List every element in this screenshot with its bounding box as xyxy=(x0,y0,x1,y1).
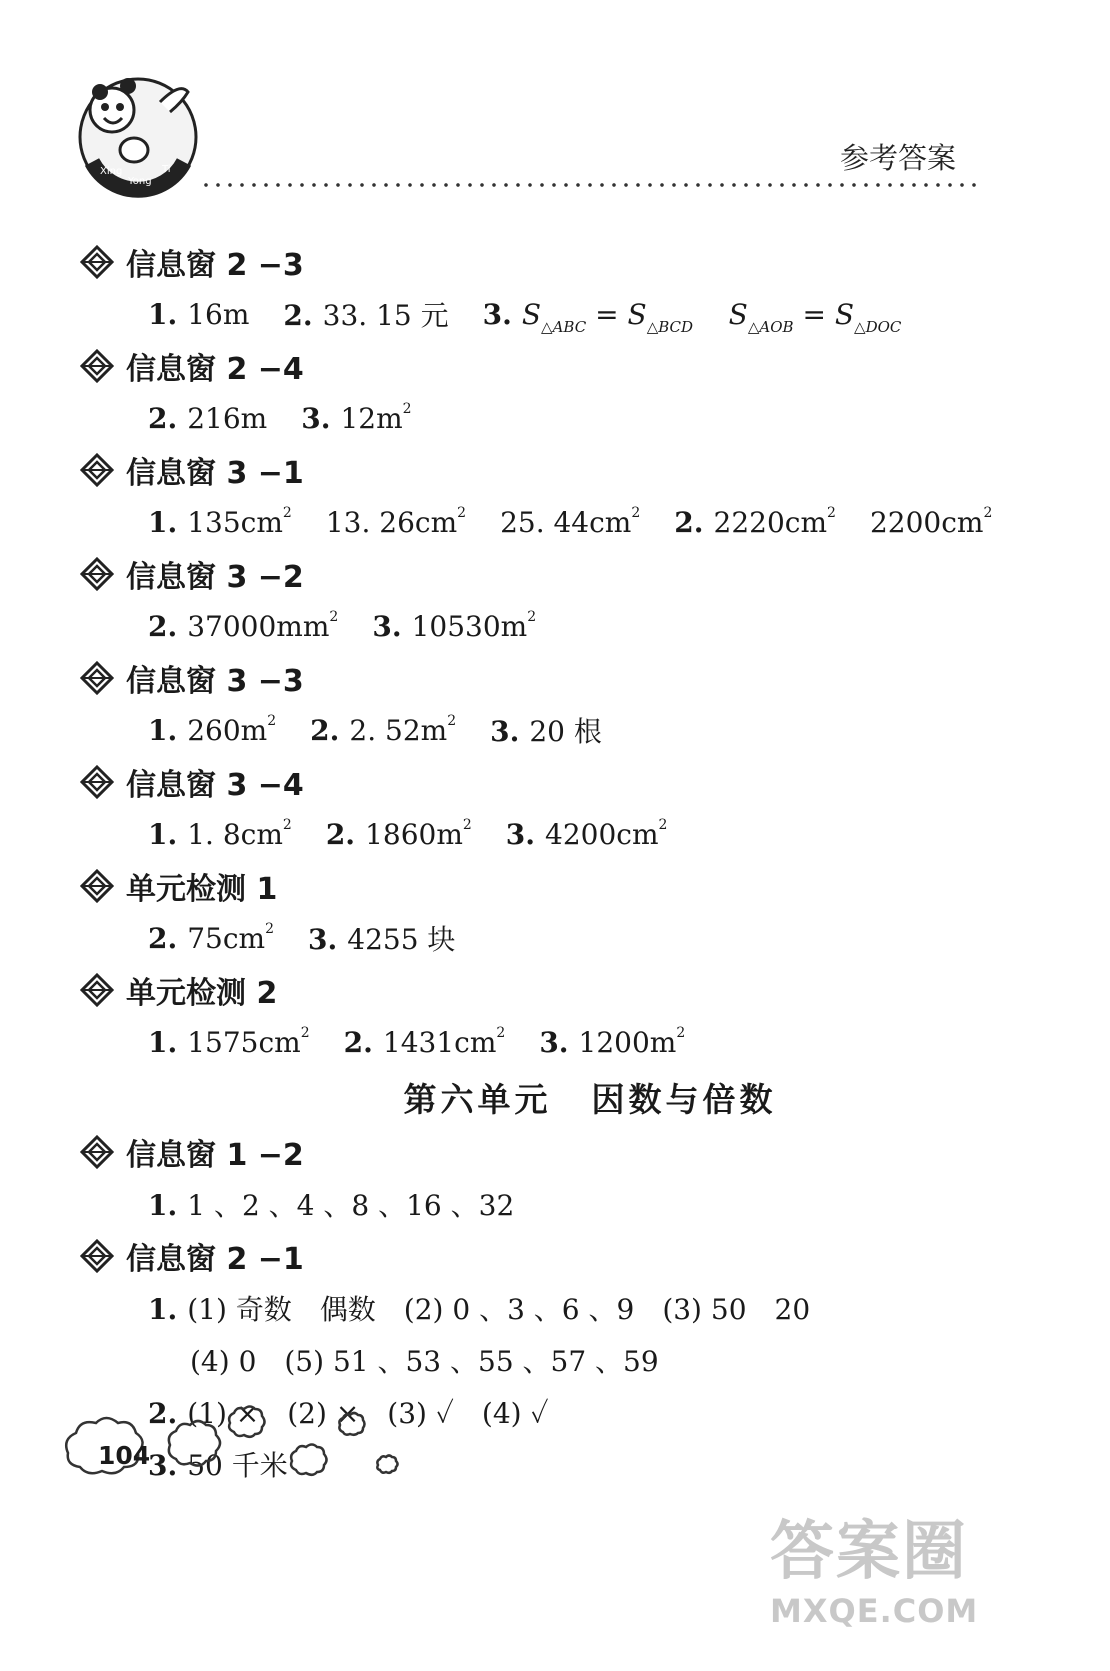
section-heading-text: 信息窗 3 −4 xyxy=(126,768,304,803)
answer-value: (1) 奇数 偶数 (2) 0 、3 、6 、9 (3) 50 20 xyxy=(187,1293,811,1326)
mascot-text-3: Ti xyxy=(162,164,171,175)
answer-number: 1. xyxy=(148,713,178,747)
section-heading-text: 信息窗 2 −4 xyxy=(126,352,304,387)
diamond-bullet-icon xyxy=(80,245,114,279)
answer-number: 3. xyxy=(539,1025,569,1059)
section-heading xyxy=(80,1126,1040,1178)
answer-number: 1. xyxy=(148,1189,178,1222)
unit-title-part2: 因数与倍数 xyxy=(591,1079,777,1119)
unit-title-part1: 第六单元 xyxy=(403,1079,552,1119)
section-heading-text: 单元检测 2 xyxy=(126,976,278,1011)
answer-number: 1. xyxy=(148,1025,178,1059)
answer-line xyxy=(80,1334,1040,1386)
dotted-divider xyxy=(200,182,980,188)
answer-value: 33. 15 元 xyxy=(322,299,449,332)
section-heading-text: 信息窗 3 −2 xyxy=(126,560,304,595)
page-number xyxy=(78,1428,158,1486)
answer-line xyxy=(80,288,1040,340)
answer-number: 3. xyxy=(301,401,331,435)
watermark-logo: 答案圈 xyxy=(770,1515,968,1589)
answer-line xyxy=(80,1282,1040,1334)
answer-line xyxy=(80,1178,1040,1230)
section-heading-text: 信息窗 1 −2 xyxy=(126,1138,304,1173)
answer-value: 4255 块 xyxy=(347,923,456,956)
answer-line: 1. $260m^2$ 2. 2. $52m^2$ 3. 20 根 xyxy=(148,713,602,748)
section-heading xyxy=(80,652,1040,704)
answer-value: 13. 26cm xyxy=(325,505,458,539)
section-heading xyxy=(80,964,1040,1016)
answer-value: 2200cm xyxy=(869,505,984,539)
section-heading-text: 信息窗 3 −1 xyxy=(126,456,304,491)
answer-value: 4200cm xyxy=(545,817,659,851)
section-heading xyxy=(80,756,1040,808)
section-heading xyxy=(80,340,1040,392)
section-heading-text: 信息窗 2 −3 xyxy=(126,248,304,283)
answer-content xyxy=(80,236,1040,1490)
section-heading xyxy=(80,236,1040,288)
diamond-bullet-icon xyxy=(80,349,114,383)
answer-number: 3. xyxy=(308,923,338,956)
answer-line: 1. $135cm^2$ 13. $26cm^2$ 25. $44cm^2$ 2. $2220cm^2$ $2200cm^2$ xyxy=(148,505,993,539)
answer-line: 2. 216m 3. $12m^2$ xyxy=(148,401,412,435)
answer-number: 1. xyxy=(148,297,178,331)
answer-number: 2. xyxy=(148,921,178,955)
answer-value: 1431cm xyxy=(382,1025,497,1059)
diamond-bullet-icon xyxy=(80,973,114,1007)
answer-number: 2. xyxy=(343,1025,373,1059)
answer-value: 1 、2 、4 、8 、16 、32 xyxy=(187,1189,515,1222)
diamond-bullet-icon xyxy=(80,765,114,799)
mascot-text-1: Xing xyxy=(100,166,123,177)
answer-value: 25. 44cm xyxy=(500,505,632,539)
section-heading xyxy=(80,860,1040,912)
answer-number: 3. xyxy=(482,297,512,331)
answer-line: 1. 1. $8cm^2$ 2. $1860m^2$ 3. $4200cm^2$ xyxy=(148,817,668,851)
section-heading xyxy=(80,444,1040,496)
answer-number: 3. xyxy=(505,817,536,851)
answer-number: 2. xyxy=(325,817,356,851)
answer-value: 260m xyxy=(187,713,268,747)
answer-value: 2220cm xyxy=(713,505,828,539)
diamond-bullet-icon xyxy=(80,869,114,903)
section-heading-text: 信息窗 2 −1 xyxy=(126,1242,304,1277)
diamond-bullet-icon xyxy=(80,1135,114,1169)
answer-value: 216m xyxy=(187,401,268,435)
watermark-url: MXQE.COM xyxy=(770,1592,979,1630)
unit-title xyxy=(80,1068,1040,1126)
answer-value: 1575cm xyxy=(187,1025,301,1059)
answer-line: 1. $1575cm^2$ 2. $1431cm^2$ 3. $1200m^2$ xyxy=(148,1025,686,1059)
answer-value: 20 根 xyxy=(529,715,602,748)
answer-number: 3. xyxy=(372,609,402,643)
answer-number: 1. xyxy=(148,817,178,851)
answer-number: 2. xyxy=(310,713,340,747)
diamond-bullet-icon xyxy=(80,1239,114,1273)
answer-value: (4) 0 (5) 51 、53 、55 、57 、59 xyxy=(190,1345,659,1378)
diamond-bullet-icon xyxy=(80,453,114,487)
answer-number: 2. xyxy=(674,505,704,539)
header-title: 参考答案 xyxy=(840,141,957,175)
answer-value: 1860m xyxy=(365,817,463,851)
answer-number: 2. xyxy=(148,609,178,643)
answer-number: 3. xyxy=(148,1449,178,1482)
tiger-mascot-logo xyxy=(70,62,210,202)
diamond-bullet-icon xyxy=(80,557,114,591)
answer-number: 3. xyxy=(490,715,520,748)
answer-number: 1. xyxy=(148,1293,178,1326)
answer-value: 16m xyxy=(187,297,250,331)
page-number-text: 104 xyxy=(98,1441,151,1470)
section-heading-text: 单元检测 1 xyxy=(126,872,278,907)
answer-value: 75cm xyxy=(187,921,266,955)
answer-value: 1200m xyxy=(578,1025,677,1059)
answer-value: 50 千米 xyxy=(187,1449,288,1482)
answer-value: 135cm xyxy=(187,505,283,539)
answer-value: (1) × (2) × (3) ✓ (4) ✓ xyxy=(187,1397,549,1430)
watermark xyxy=(770,1500,978,1630)
answer-value: 37000mm xyxy=(187,609,330,643)
answer-value: 1. 8cm xyxy=(187,817,283,851)
answer-value: 2. 52m xyxy=(349,713,448,747)
answer-value: 10530m xyxy=(411,609,528,643)
diamond-bullet-icon xyxy=(80,661,114,695)
answer-number: 1. xyxy=(148,505,178,539)
answer-line: 2. $75cm^2$ 3. 4255 块 xyxy=(148,921,456,956)
section-heading xyxy=(80,1230,1040,1282)
answer-number: 2. xyxy=(148,1397,178,1430)
mascot-text-2: Yong xyxy=(128,176,152,187)
answer-number: 2. xyxy=(283,299,313,332)
answer-value: 12m xyxy=(340,401,403,435)
answer-line: 2. $37000mm^2$ 3. $10530m^2$ xyxy=(148,609,537,643)
section-heading xyxy=(80,548,1040,600)
area-formula: 3. $S_{\triangle ABC} = S_{\triangle BCD}$ $S_{\triangle AOB} = S_{\triangle DOC}$ xyxy=(482,297,902,336)
answer-number: 2. xyxy=(148,401,178,435)
section-heading-text: 信息窗 3 −3 xyxy=(126,664,304,699)
